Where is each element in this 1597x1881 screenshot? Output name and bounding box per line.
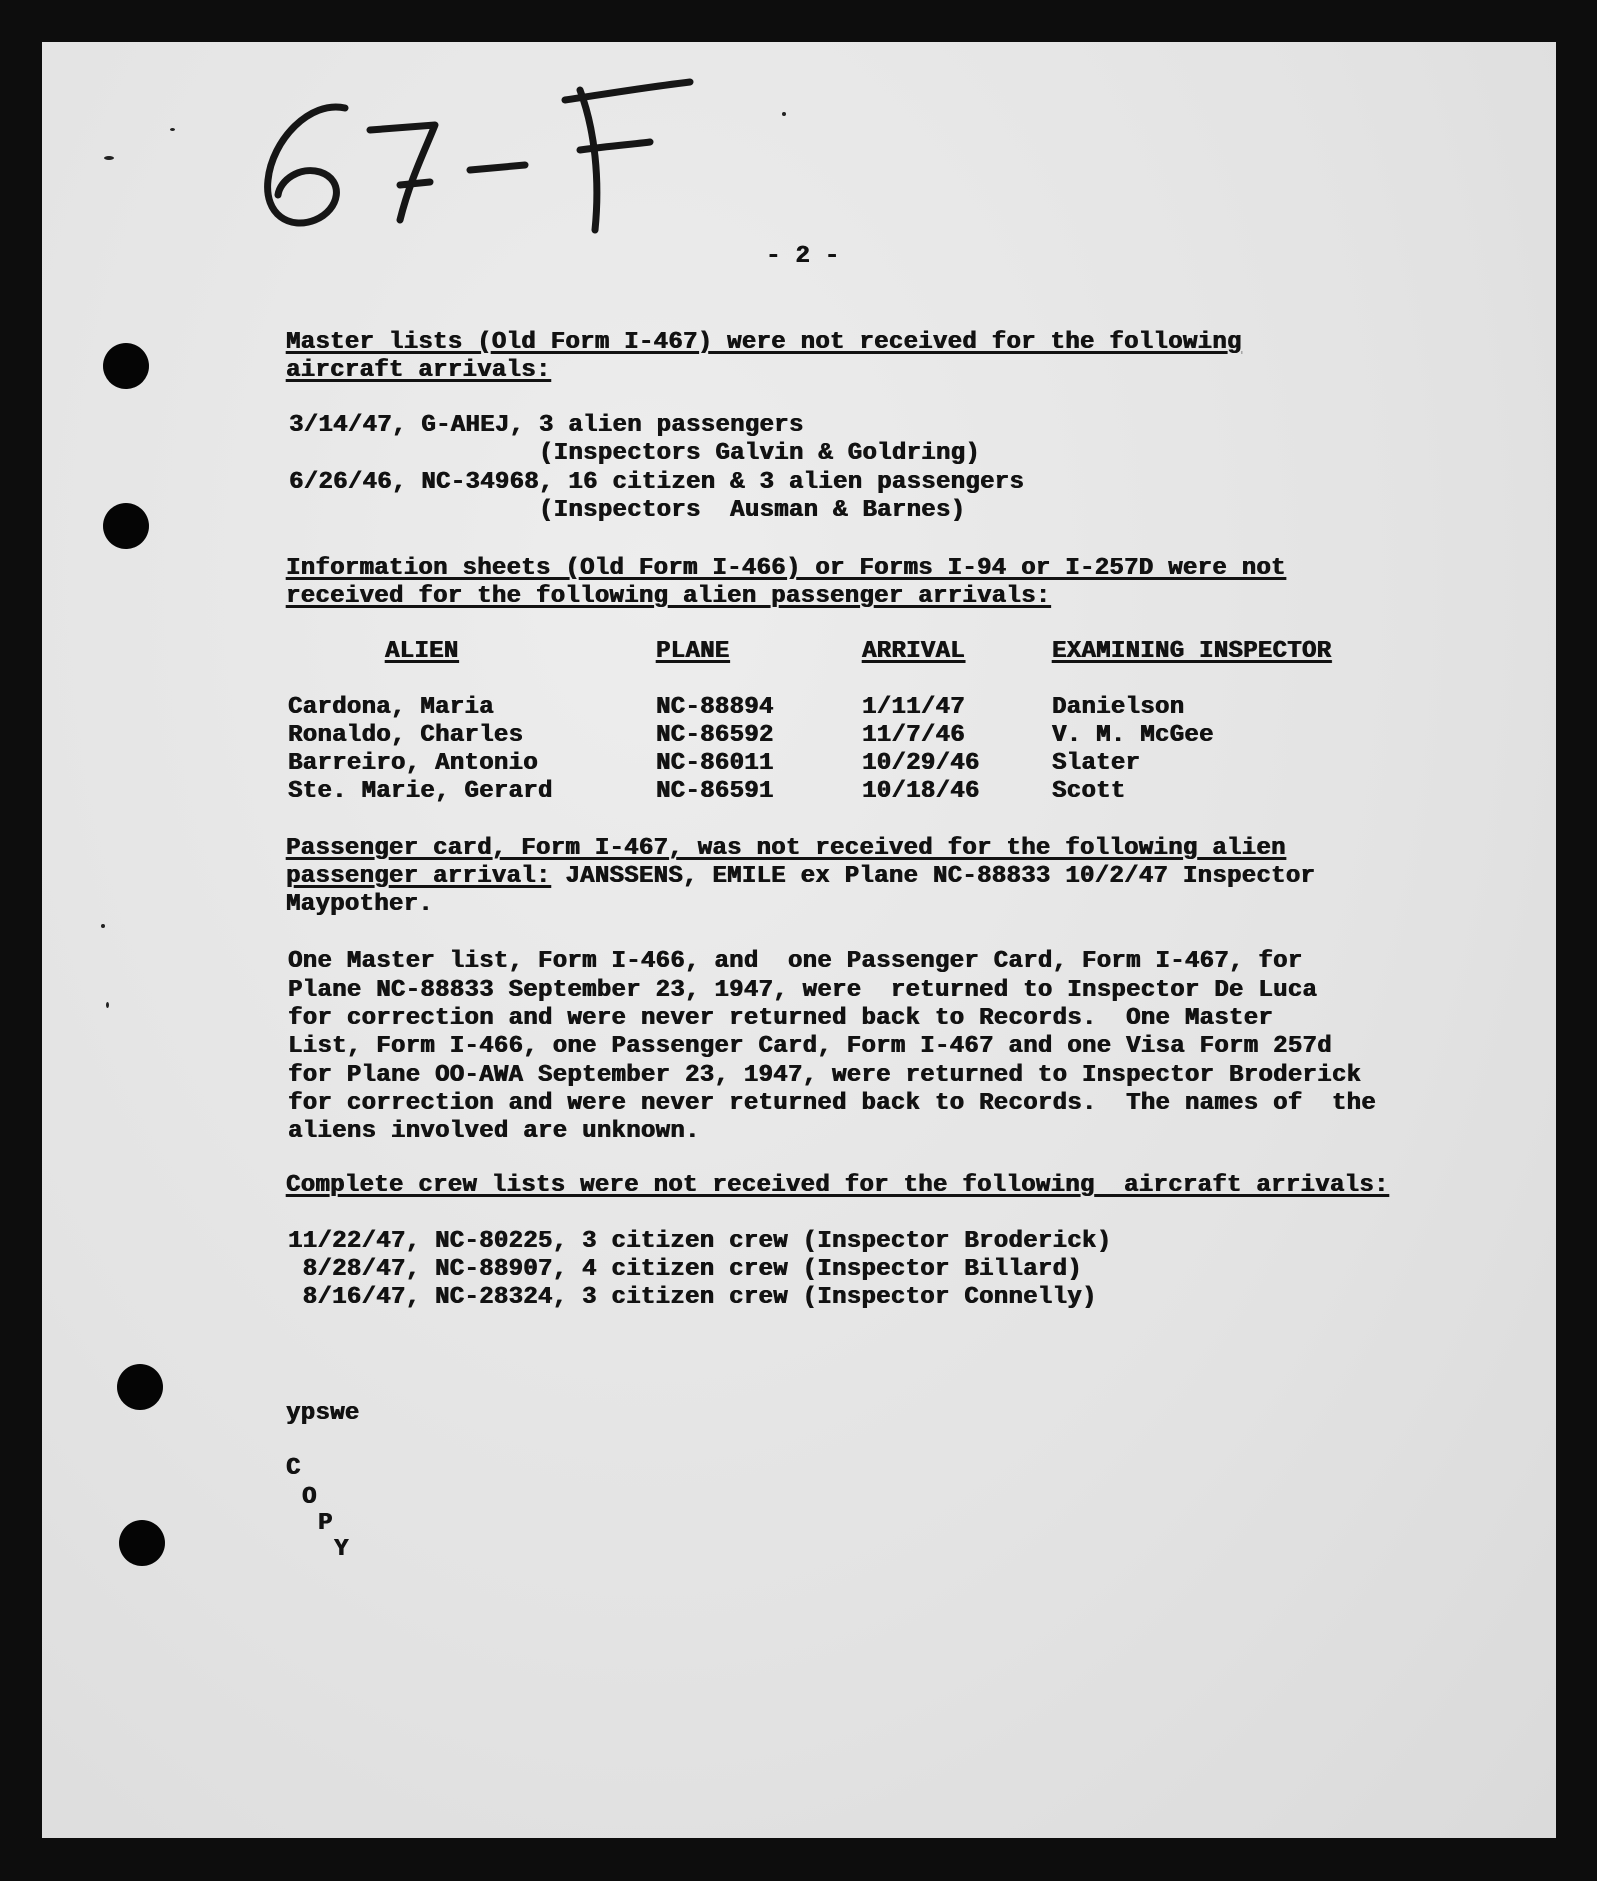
copy-letter-y: Y: [334, 1536, 349, 1563]
plane-number: NC-88894: [656, 694, 774, 721]
punch-hole: [103, 503, 149, 549]
section3-line2-underlined: passenger arrival:: [286, 863, 551, 890]
section3-line1: Passenger card, Form I-467, was not received for the following alien: [286, 835, 1286, 862]
column-header-inspector: EXAMINING INSPECTOR: [1052, 638, 1332, 665]
section3-line3: Maypother.: [286, 891, 434, 918]
section1-heading-line1: Master lists (Old Form I-467) were not received for the following: [286, 329, 1242, 356]
arrival-date: 10/18/46: [862, 778, 980, 805]
paragraph-line: for correction and were never returned back to Records. One Master: [288, 1005, 1274, 1032]
copy-letter-c: C: [286, 1455, 301, 1482]
copy-letter-o: O: [302, 1484, 317, 1511]
paragraph-line: for Plane OO-AWA September 23, 1947, were returned to Inspector Broderick: [288, 1062, 1362, 1089]
section3-line2-rest: JANSSENS, EMILE ex Plane NC-88833 10/2/47 Inspector: [550, 863, 1316, 890]
arrival-date: 1/11/47: [862, 694, 965, 721]
section3-line2: [286, 863, 1315, 891]
punch-hole: [117, 1364, 163, 1410]
crew-entry: 11/22/47, NC-80225, 3 citizen crew (Inspector Broderick): [288, 1228, 1112, 1255]
paragraph-line: aliens involved are unknown.: [288, 1118, 700, 1145]
arrival-date: 11/7/46: [862, 722, 965, 749]
alien-name: Ste. Marie, Gerard: [288, 778, 553, 805]
punch-hole: [119, 1520, 165, 1566]
section1-heading-line2: aircraft arrivals:: [286, 357, 551, 384]
crew-entry: 8/28/47, NC-88907, 4 citizen crew (Inspector Billard): [288, 1256, 1082, 1283]
plane-number: NC-86591: [656, 778, 774, 805]
scan-speck: [101, 924, 105, 928]
handwritten-mark: [250, 70, 720, 240]
arrival-date: 10/29/46: [862, 750, 980, 777]
column-header-alien: ALIEN: [385, 638, 459, 665]
inspector-name: V. M. McGee: [1052, 722, 1214, 749]
section1-entry: (Inspectors Galvin & Goldring): [289, 440, 981, 467]
alien-name: Ronaldo, Charles: [288, 722, 524, 749]
column-header-arrival: ARRIVAL: [862, 638, 965, 665]
section1-entry: 3/14/47, G-AHEJ, 3 alien passengers: [289, 412, 804, 439]
scan-speck: [104, 156, 114, 160]
paragraph-line: One Master list, Form I-466, and one Passenger Card, Form I-467, for: [288, 948, 1303, 975]
inspector-name: Slater: [1052, 750, 1141, 777]
plane-number: NC-86011: [656, 750, 774, 777]
inspector-name: Danielson: [1052, 694, 1185, 721]
section1-entry: 6/26/46, NC-34968, 16 citizen & 3 alien passengers: [289, 469, 1025, 496]
scan-speck: [170, 128, 175, 131]
section2-heading-line2: received for the following alien passenger arrivals:: [286, 583, 1051, 610]
alien-name: Barreiro, Antonio: [288, 750, 538, 777]
inspector-name: Scott: [1052, 778, 1126, 805]
column-header-plane: PLANE: [656, 638, 730, 665]
copy-letter-p: P: [318, 1510, 333, 1537]
section1-entry: (Inspectors Ausman & Barnes): [289, 497, 966, 524]
punch-hole: [103, 343, 149, 389]
page-number: - 2 -: [766, 243, 840, 270]
section5-heading: Complete crew lists were not received for the following aircraft arrivals:: [286, 1172, 1389, 1199]
section2-heading-line1: Information sheets (Old Form I-466) or Forms I-94 or I-257D were not: [286, 555, 1286, 582]
typist-initials: ypswe: [286, 1400, 360, 1427]
paragraph-line: for correction and were never returned back to Records. The names of the: [288, 1090, 1376, 1117]
crew-entry: 8/16/47, NC-28324, 3 citizen crew (Inspector Connelly): [288, 1284, 1097, 1311]
alien-name: Cardona, Maria: [288, 694, 494, 721]
document-page: [42, 42, 1556, 1838]
scan-speck: [106, 1002, 109, 1008]
paragraph-line: Plane NC-88833 September 23, 1947, were returned to Inspector De Luca: [288, 977, 1318, 1004]
plane-number: NC-86592: [656, 722, 774, 749]
scan-speck: [782, 112, 786, 116]
paragraph-line: List, Form I-466, one Passenger Card, Form I-467 and one Visa Form 257d: [288, 1033, 1332, 1060]
